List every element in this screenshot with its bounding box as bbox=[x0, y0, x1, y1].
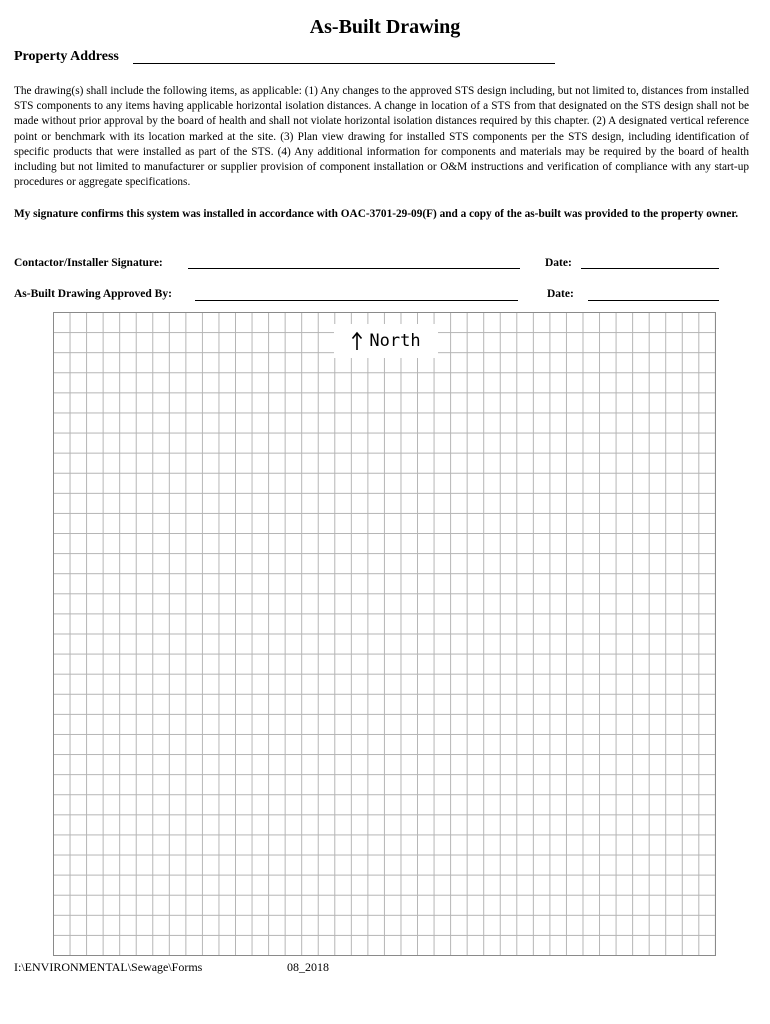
property-address-field[interactable] bbox=[133, 63, 555, 64]
north-indicator bbox=[334, 324, 438, 358]
confirmation-statement: My signature confirms this system was installed in accordance with OAC-3701-29-09(F) and a copy of the as-built was provided to the property owner. bbox=[14, 208, 739, 220]
installer-signature-field[interactable] bbox=[188, 268, 520, 269]
document-title: As-Built Drawing bbox=[309, 16, 461, 38]
drawing-grid[interactable] bbox=[53, 312, 716, 956]
instructions-paragraph: The drawing(s) shall include the following items, as applicable: (1) Any changes to the approved STS design including, but not limited to, distances from installed STS components to any items having applicable horizontal isolation distances. A change in location of a STS from that designated on the STS design shall not be made without prior approval by the board of health and shall not violate horizontal isolation distances required by this chapter. (2) A designated vertical reference point or benchmark with its location marked at the site. (3) Plan view drawing for installed STS components per the STS design, including identification of specific products that were installed as part of the STS. (4) Any additional information for components and materials may be required by the board of health including but not limited to manufacturer or supplier provision of component installation or O&M instructions and verification of compliance with any start-up procedures or aggregate specifications. bbox=[14, 85, 749, 189]
property-address-label: Property Address bbox=[14, 49, 119, 64]
approved-by-field[interactable] bbox=[195, 300, 518, 301]
arrow-up-icon bbox=[351, 331, 363, 351]
approved-date-field[interactable] bbox=[588, 300, 719, 301]
footer-revision: 08_2018 bbox=[287, 960, 329, 974]
installer-signature-label: Contactor/Installer Signature: bbox=[14, 257, 163, 269]
approved-by-label: As-Built Drawing Approved By: bbox=[14, 288, 172, 300]
approved-date-label: Date: bbox=[547, 288, 574, 300]
north-label: North bbox=[369, 331, 421, 351]
installer-date-label: Date: bbox=[545, 257, 572, 269]
installer-date-field[interactable] bbox=[581, 268, 719, 269]
footer-path: I:\ENVIRONMENTAL\Sewage\Forms bbox=[14, 960, 203, 974]
